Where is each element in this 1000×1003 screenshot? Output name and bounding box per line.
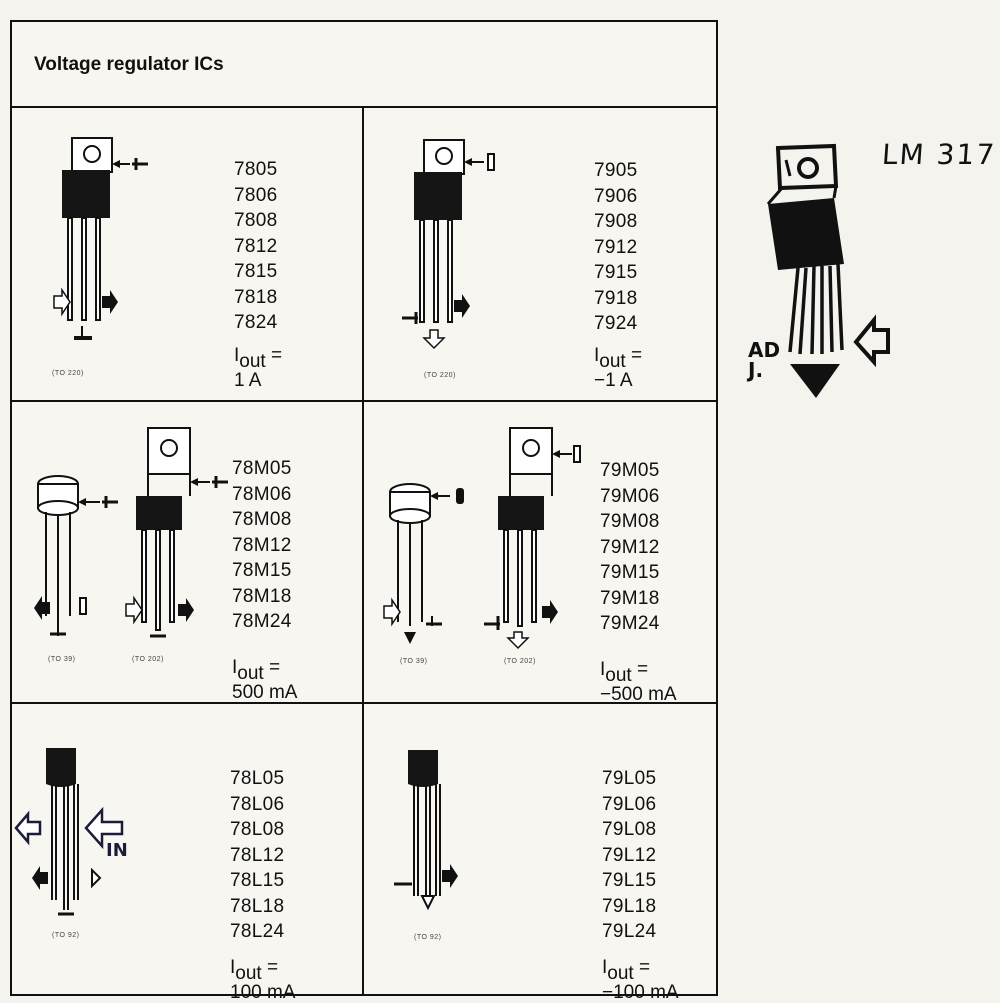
package-label: (TO 39) (400, 658, 428, 665)
cell-78lxx (12, 704, 362, 1003)
part-number: 7918 (594, 287, 638, 309)
part-number: 79L15 (602, 870, 657, 891)
part-number: 7906 (594, 185, 638, 207)
iout-equals: = (638, 957, 651, 978)
part-number: 79M18 (600, 587, 660, 609)
output-current (602, 958, 679, 1002)
output-current (230, 958, 295, 1002)
iout-value: 500 mA (232, 682, 298, 703)
output-current (600, 660, 677, 704)
part-number: 7805 (234, 159, 278, 180)
part-number: 78L08 (230, 819, 285, 840)
handwritten-in-label: IN (106, 840, 128, 861)
iout-symbol: I (600, 659, 606, 680)
part-number: 78M06 (232, 483, 292, 505)
part-number: 79M08 (600, 511, 660, 532)
part-number: 7824 (234, 312, 278, 333)
package-label: (TO 92) (52, 932, 80, 939)
iout-symbol: I (232, 657, 238, 678)
to39-to202-package-icon (30, 426, 230, 646)
iout-value: 100 mA (230, 982, 296, 1003)
iout-subscript: out (239, 351, 266, 372)
part-number: 78M24 (232, 611, 292, 632)
part-list (234, 157, 277, 336)
iout-subscript: out (607, 963, 634, 984)
package-label: (TO 202) (132, 656, 164, 663)
lm317-sketch-icon (760, 140, 900, 410)
cell-79xx (364, 110, 716, 400)
part-number: 78L15 (230, 870, 285, 891)
adj-line-1: AD (748, 338, 781, 362)
part-list (602, 766, 656, 945)
iout-subscript: out (605, 665, 632, 686)
iout-equals: = (636, 659, 649, 680)
output-current (232, 658, 297, 702)
part-number: 79L06 (602, 793, 657, 815)
to92-package-icon (384, 746, 484, 926)
part-number: 7815 (234, 261, 278, 282)
iout-value: 1 A (234, 370, 262, 391)
part-number: 7915 (594, 262, 638, 283)
part-number: 78M15 (232, 560, 292, 581)
package-label: (TO 220) (424, 372, 456, 379)
to92-package-icon (12, 744, 142, 924)
part-number: 7812 (234, 235, 278, 257)
part-list (600, 458, 660, 637)
part-number: 7924 (594, 313, 638, 334)
iout-subscript: out (599, 351, 626, 372)
part-number: 79M06 (600, 485, 660, 507)
iout-symbol: I (234, 345, 240, 366)
iout-value: −500 mA (600, 684, 677, 705)
part-number: 7912 (594, 236, 638, 258)
adj-line-2: J. (748, 358, 764, 382)
part-number: 78L18 (230, 895, 285, 917)
part-number: 79L12 (602, 844, 657, 866)
part-list (594, 158, 637, 337)
iout-value: −1 A (594, 370, 633, 391)
part-number: 7908 (594, 211, 638, 232)
handwritten-lm317-title: LM 317 (880, 138, 998, 171)
part-number: 7818 (234, 286, 278, 308)
to220-package-icon (48, 130, 168, 350)
part-number: 78M08 (232, 509, 292, 530)
part-number: 7808 (234, 210, 278, 231)
iout-equals: = (630, 345, 643, 366)
part-list (232, 456, 292, 635)
part-number: 79M12 (600, 536, 660, 558)
part-number: 78L06 (230, 793, 285, 815)
to39-to202-package-icon (376, 426, 586, 656)
output-current (234, 346, 282, 390)
iout-symbol: I (602, 957, 608, 978)
part-number: 79L08 (602, 819, 657, 840)
part-number: 7806 (234, 184, 278, 206)
package-label: (TO 92) (414, 934, 442, 941)
table-title: Voltage regulator ICs (34, 54, 224, 75)
part-number: 78L24 (230, 921, 285, 942)
part-number: 78L05 (230, 768, 285, 789)
part-number: 78M05 (232, 458, 292, 479)
handwritten-adj-label (748, 340, 780, 380)
to220-package-icon (400, 132, 520, 362)
part-number: 78M18 (232, 585, 292, 607)
iout-symbol: I (230, 957, 236, 978)
part-list (230, 766, 284, 945)
part-number: 79M24 (600, 613, 660, 634)
iout-equals: = (266, 957, 279, 978)
cell-79mxx (364, 402, 716, 705)
iout-symbol: I (594, 345, 600, 366)
package-label: (TO 39) (48, 656, 76, 663)
part-number: 7905 (594, 160, 638, 181)
part-number: 78M12 (232, 534, 292, 556)
part-number: 79L05 (602, 768, 657, 789)
iout-subscript: out (237, 663, 264, 684)
table-header (12, 22, 716, 108)
iout-subscript: out (235, 963, 262, 984)
part-number: 79M05 (600, 460, 660, 481)
output-current (594, 346, 642, 390)
cell-78xx (12, 110, 362, 400)
part-number: 79L24 (602, 921, 657, 942)
package-label: (TO 202) (504, 658, 536, 665)
part-number: 79L18 (602, 895, 657, 917)
iout-equals: = (268, 657, 281, 678)
package-label: (TO 220) (52, 370, 84, 377)
part-number: 79M15 (600, 562, 660, 583)
cell-79lxx (364, 704, 716, 1003)
iout-equals: = (270, 345, 283, 366)
part-number: 78L12 (230, 844, 285, 866)
iout-value: −100 mA (602, 982, 679, 1003)
cell-78mxx (12, 402, 362, 702)
